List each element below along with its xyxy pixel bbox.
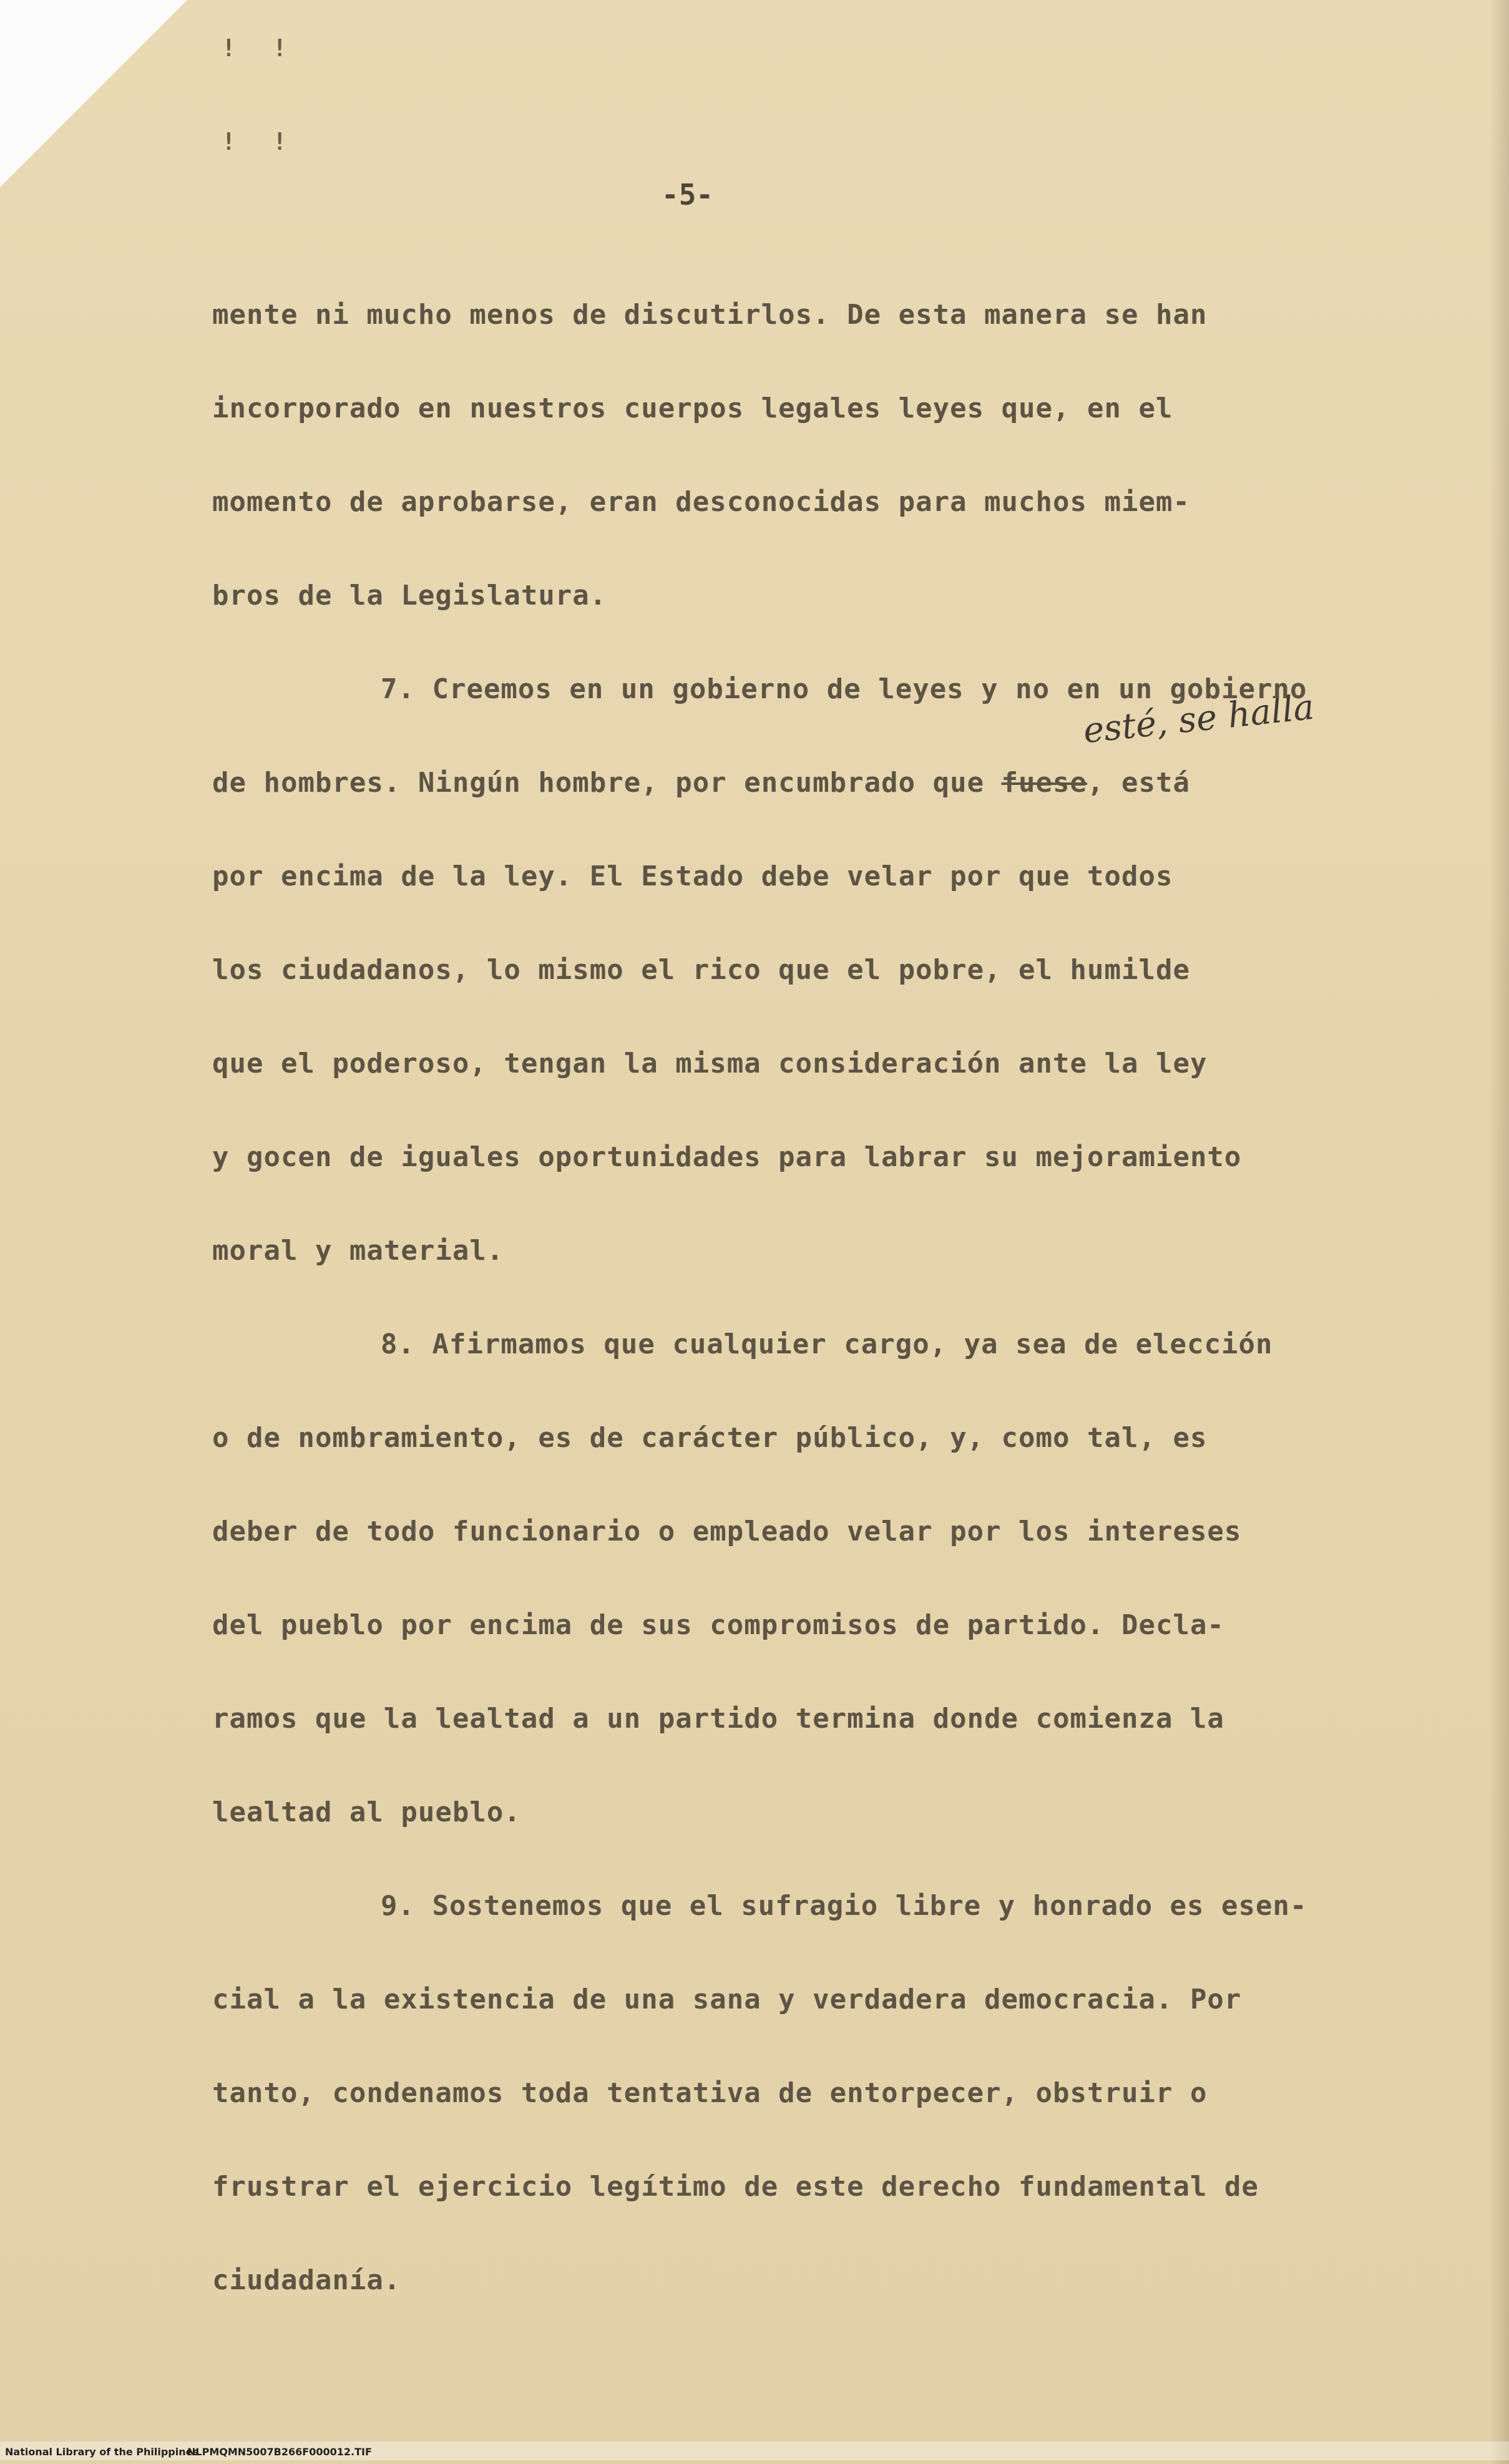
margin-mark: ! ! [222,128,298,155]
text-line-part: de hombres. Ningún hombre, por encumbrado que [212,767,1002,799]
file-id: NLPMQMN5007B266F000012.TIF [187,2446,372,2458]
margin-mark: ! ! [222,34,298,62]
text-line: los ciudadanos, lo mismo el rico que el pobre, el humilde [212,954,1190,986]
handwritten-insert: esté, se halla [1081,686,1316,752]
text-line: moral y material. [212,1235,504,1267]
library-name: National Library of the Philippines [5,2446,198,2458]
text-line: deber de todo funcionario o empleado velar por los intereses [212,1516,1242,1547]
text-line: que el poderoso, tengan la misma consideración ante la ley [212,1048,1208,1079]
text-line: o de nombramiento, es de carácter público, y, como tal, es [212,1422,1208,1454]
text-line: momento de aprobarse, eran desconocidas para muchos miem- [212,486,1190,518]
struck-word: fuese [1001,767,1088,799]
text-line: frustrar el ejercicio legítimo de este derecho fundamental de [212,2171,1259,2203]
text-line: cial a la existencia de una sana y verdadera democracia. Por [212,1984,1242,2015]
text-line: incorporado en nuestros cuerpos legales leyes que, en el [212,392,1173,424]
text-line: y gocen de iguales oportunidades para labrar su mejoramiento [212,1141,1242,1173]
text-line: del pueblo por encima de sus compromisos de partido. Decla- [212,1609,1224,1641]
paragraph-7-start: 7. Creemos en un gobierno de leyes y no en un gobierno [381,673,1307,705]
text-line: bros de la Legislatura. [212,580,607,611]
paragraph-8-start: 8. Afirmamos que cualquier cargo, ya sea de elección [381,1328,1273,1360]
text-line-part: , está [1087,767,1190,799]
text-line: por encima de la ley. El Estado debe velar por que todos [212,860,1173,892]
text-line: lealtad al pueblo. [212,1796,521,1828]
text-line: ramos que la lealtad a un partido termina donde comienza la [212,1703,1224,1735]
archive-footer [0,2442,1509,2460]
text-line: mente ni mucho menos de discutirlos. De esta manera se han [212,299,1208,331]
text-line: tanto, condenamos toda tentativa de entorpecer, obstruir o [212,2077,1208,2109]
folded-corner [0,0,187,187]
page-number: -5- [662,178,714,212]
paragraph-9-start: 9. Sostenemos que el sufragio libre y honrado es esen- [381,1890,1307,1922]
text-line-with-correction [212,736,1348,830]
page-edge [1489,0,1509,2464]
typed-text-body [212,268,1348,2327]
text-line: ciudadanía. [212,2264,401,2296]
